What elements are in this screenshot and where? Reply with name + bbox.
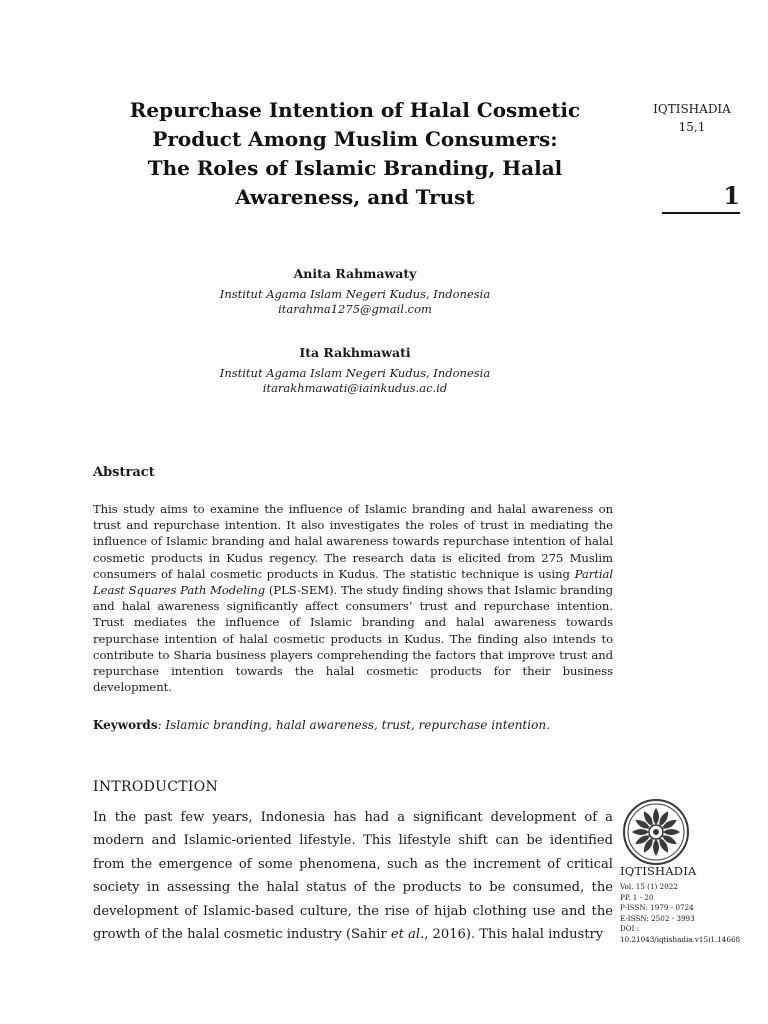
author-email[interactable]: itarakhmawati@iainkudus.ac.id	[262, 381, 448, 395]
introduction-text-part-2: ., 2016). This halal industry	[420, 927, 604, 943]
title-line-3: The Roles of Islamic Branding, Halal	[147, 156, 563, 180]
abstract-text-italic: Partial Least Squares Path Modeling	[93, 566, 613, 598]
title-line-1: Repurchase Intention of Halal Cosmetic	[129, 98, 581, 122]
author-email[interactable]: itarahma1275@gmail.com	[278, 302, 432, 316]
introduction-text-part-1: In the past few years, Indonesia has had a significant development of a modern and Islamic-oriented lifestyle. This lifestyle shift can be identified from the emergence of some phenomena, such as the increment of critical society in assessing the halal status of the products to be consumed, the development of Islamic-based culture, the rise of hijab clothing use and the growth of the halal cosmetic industry (Sahir	[93, 810, 613, 943]
sidebar-volume: Vol. 15 (1) 2022	[620, 882, 678, 891]
sidebar-pissn: P-ISSN: 1979 - 0724	[620, 903, 694, 912]
author-name: Anita Rahmawaty	[293, 266, 417, 281]
journal-volume: 15,1	[678, 120, 706, 134]
abstract-text-part-2: (PLS-SEM). The study finding shows that Islamic branding and halal awareness significantly affect consumers’ trust and repurchase intention. Trust mediates the influence of Islamic branding and halal awareness towards repurchase intention of halal cosmetic products in Kudus. The finding also intends to contribute to Sharia business players comprehending the factors that improve trust and repurchase intention towards the halal cosmetic products for their business development.	[93, 583, 613, 695]
page-number: 1	[723, 181, 740, 210]
author-block-1	[95, 266, 615, 317]
paper-title	[95, 96, 615, 212]
introduction-text	[93, 806, 613, 946]
journal-header	[640, 100, 744, 136]
logo-petal	[653, 808, 659, 825]
sidebar-eissn: E-ISSN: 2502 - 3993	[620, 913, 695, 923]
sidebar-journal-name: IQTISHADIA	[620, 864, 697, 878]
introduction-heading: INTRODUCTION	[93, 779, 219, 795]
author-block-2	[95, 345, 615, 396]
journal-logo-icon	[622, 798, 690, 866]
keywords-end: .	[546, 718, 550, 732]
keywords	[93, 717, 623, 733]
sidebar-doi[interactable]: DOI : 10.21043/iqtishadia.v15i1.14668	[620, 924, 741, 944]
title-line-2: Product Among Muslim Consumers:	[152, 127, 558, 151]
journal-name: IQTISHADIA	[653, 102, 731, 116]
page-number-rule	[662, 212, 740, 214]
title-line-4: Awareness, and Trust	[235, 185, 475, 209]
author-affiliation: Institut Agama Islam Negeri Kudus, Indonesia	[219, 366, 491, 380]
abstract-text	[93, 501, 613, 695]
sidebar-journal-info	[620, 882, 760, 945]
abstract-heading: Abstract	[93, 465, 155, 480]
logo-petal	[632, 829, 649, 835]
author-affiliation: Institut Agama Islam Negeri Kudus, Indonesia	[219, 287, 491, 301]
logo-petal	[653, 839, 659, 856]
sidebar-pages: PP. 1 - 20	[620, 892, 654, 902]
logo-petal	[663, 829, 680, 835]
introduction-text-italic: et al	[390, 927, 421, 943]
abstract-text-part-1: This study aims to examine the influence of Islamic branding and halal awareness on trust and repurchase intention. It also investigates the roles of trust in mediating the influence of Islamic branding and halal awareness towards repurchase intention of halal cosmetic products in Kudus regency. The research data is elicited from 275 Muslim consumers of halal cosmetic products in Kudus. The statistic technique is using	[93, 502, 613, 581]
keywords-label: Keywords	[93, 718, 158, 732]
author-name: Ita Rakhmawati	[299, 345, 411, 360]
keywords-text: : Islamic branding, halal awareness, trust, repurchase intention	[157, 718, 547, 732]
